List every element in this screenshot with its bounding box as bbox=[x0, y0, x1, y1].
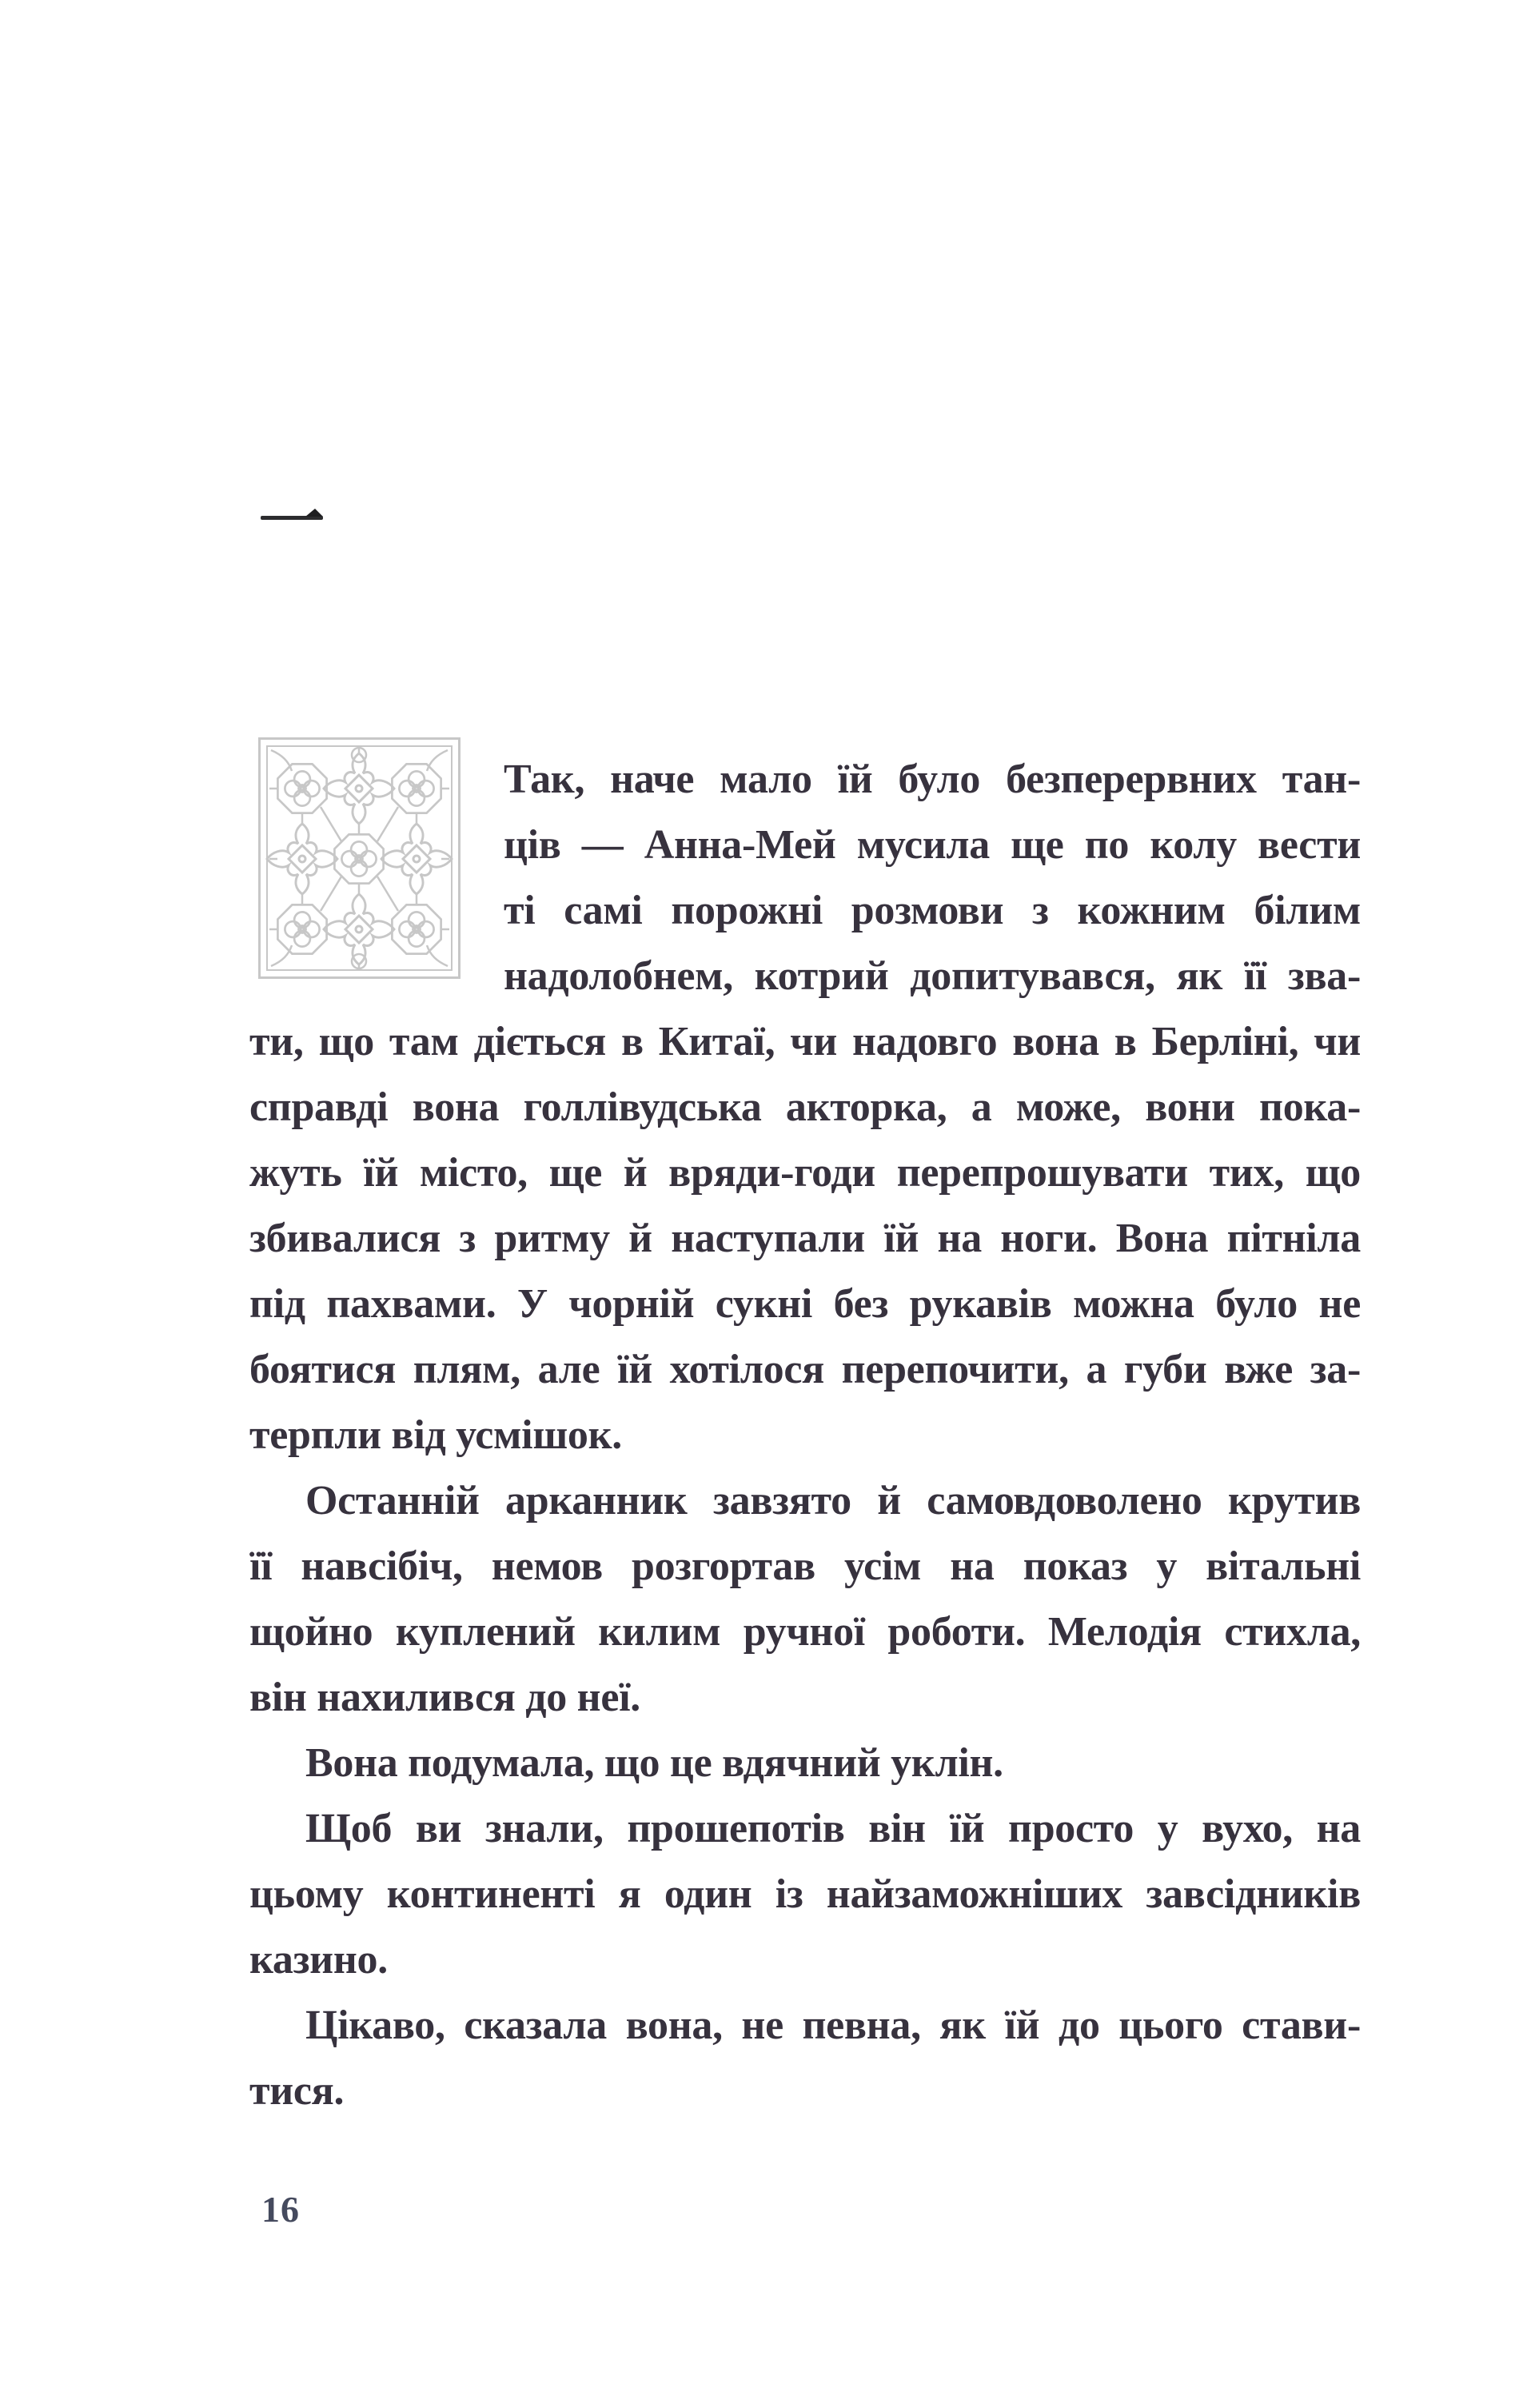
text-line: надолобнем, котрий допитувався, як її зва- bbox=[504, 953, 1361, 999]
text-line: Цікаво, сказала вона, не певна, як їй до цього стави- bbox=[305, 2003, 1361, 2048]
text-line: терпли від усмішок. bbox=[249, 1412, 622, 1458]
text-line: під пахвами. У чорній сукні без рукавів можна було не bbox=[249, 1281, 1361, 1327]
text-line: Щоб ви знали, прошепотів він їй просто у вухо, на bbox=[305, 1806, 1361, 1851]
text-line: Останній арканник завзято й самовдоволено крутив bbox=[305, 1478, 1361, 1523]
leaf-icon bbox=[305, 509, 323, 517]
text-line: ців — Анна-Мей мусила ще по колу вести bbox=[504, 822, 1361, 868]
text-line: ти, що там діється в Китаї, чи надовго вона в Берліні, чи bbox=[249, 1019, 1361, 1064]
body-text bbox=[249, 747, 1361, 2124]
text-line: Так, наче мало їй було безперервних тан- bbox=[504, 757, 1361, 802]
chapter-divider-marker bbox=[261, 513, 325, 523]
page-number: 16 bbox=[261, 2189, 300, 2230]
text-line: її навсібіч, немов розгортав усім на показ у вітальні bbox=[249, 1543, 1361, 1589]
text-line: цьому континенті я один із найзаможніших завсідників bbox=[249, 1871, 1361, 1917]
text-line: щойно куплений килим ручної роботи. Мелодія стихла, bbox=[249, 1609, 1361, 1655]
text-line: ті самі порожні розмови з кожним білим bbox=[504, 888, 1361, 933]
text-line: він нахилився до неї. bbox=[249, 1675, 640, 1720]
text-line: боятися плям, але їй хотілося перепочити, а губи вже за- bbox=[249, 1347, 1361, 1392]
text-line: тися. bbox=[249, 2068, 345, 2114]
text-line: збивалися з ритму й наступали їй на ноги. Вона пітніла bbox=[249, 1216, 1361, 1261]
text-line: Вона подумала, що це вдячний уклін. bbox=[305, 1740, 1003, 1786]
text-line: справді вона голлівудська акторка, а може, вони пока- bbox=[249, 1084, 1361, 1130]
text-line: казино. bbox=[249, 1937, 388, 1983]
text-line: жуть їй місто, ще й вряди-годи перепрошувати тих, що bbox=[249, 1150, 1361, 1196]
